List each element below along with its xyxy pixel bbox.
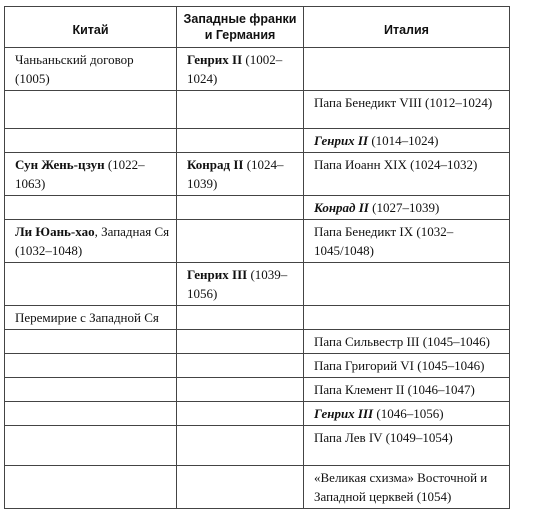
cell-italy (304, 263, 510, 306)
cell-text: Папа Лев IV (1049–1054) (314, 430, 453, 445)
cell-text: Папа Иоанн XIX (1024–1032) (314, 157, 478, 172)
cell-china (5, 48, 177, 91)
cell-text: Генрих II (187, 52, 243, 67)
cell-italy (304, 354, 510, 378)
cell-text: (1039–1056) (187, 267, 288, 301)
cell-china (5, 426, 177, 466)
table-row (5, 426, 510, 466)
cell-text: (1022–1063) (15, 157, 145, 191)
cell-text: Папа Бенедикт VIII (1012–1024) (314, 95, 493, 110)
cell-italy (304, 330, 510, 354)
header-italy: Италия (304, 7, 510, 48)
cell-italy (304, 220, 510, 263)
table-row (5, 129, 510, 153)
table-body (5, 48, 510, 509)
cell-text: , Западная Ся (1032–1048) (15, 224, 170, 258)
cell-italy (304, 426, 510, 466)
table-row (5, 196, 510, 220)
cell-italy (304, 466, 510, 509)
cell-west (177, 91, 304, 129)
cell-text: Генрих III (314, 406, 374, 421)
cell-text: Чаньаньский договор (1005) (15, 52, 134, 86)
table-row (5, 330, 510, 354)
cell-italy (304, 48, 510, 91)
cell-text: «Великая схизма» Восточной и Западной церквей (1054) (314, 470, 488, 504)
cell-west (177, 306, 304, 330)
cell-west (177, 196, 304, 220)
cell-text: Папа Сильвестр III (1045–1046) (314, 334, 490, 349)
cell-text: Генрих II (314, 133, 369, 148)
header-row (5, 7, 510, 48)
cell-text: Перемирие с Западной Ся (15, 310, 159, 325)
cell-text: Папа Бенедикт IX (1032–1045/1048) (314, 224, 454, 258)
cell-china (5, 153, 177, 196)
cell-italy (304, 91, 510, 129)
cell-china (5, 354, 177, 378)
cell-text: (1046–1056) (373, 406, 444, 421)
chronology-table (4, 6, 510, 509)
cell-china (5, 220, 177, 263)
table-row (5, 466, 510, 509)
table-row (5, 306, 510, 330)
cell-china (5, 263, 177, 306)
table-row (5, 378, 510, 402)
cell-text: Конрад II (314, 200, 369, 215)
cell-text: (1014–1024) (368, 133, 439, 148)
cell-west (177, 153, 304, 196)
cell-west (177, 354, 304, 378)
cell-china (5, 330, 177, 354)
cell-west (177, 426, 304, 466)
cell-text: Папа Григорий VI (1045–1046) (314, 358, 485, 373)
cell-text: (1027–1039) (368, 200, 440, 215)
cell-west (177, 263, 304, 306)
cell-china (5, 306, 177, 330)
table-row (5, 48, 510, 91)
cell-west (177, 220, 304, 263)
cell-italy (304, 306, 510, 330)
cell-text: Сун Жень-цзун (15, 157, 105, 172)
cell-west (177, 48, 304, 91)
cell-china (5, 402, 177, 426)
table-row (5, 354, 510, 378)
table-row (5, 220, 510, 263)
cell-china (5, 466, 177, 509)
cell-west (177, 129, 304, 153)
header-west-franks-germany: Западные франки и Германия (177, 7, 304, 48)
cell-west (177, 466, 304, 509)
cell-china (5, 129, 177, 153)
cell-italy (304, 196, 510, 220)
cell-china (5, 91, 177, 129)
cell-china (5, 378, 177, 402)
cell-text: Ли Юань-хао (15, 224, 95, 239)
table-row (5, 91, 510, 129)
cell-text: Генрих III (187, 267, 248, 282)
cell-italy (304, 153, 510, 196)
table-row (5, 402, 510, 426)
cell-italy (304, 129, 510, 153)
cell-italy (304, 402, 510, 426)
cell-italy (304, 378, 510, 402)
cell-west (177, 330, 304, 354)
cell-text: Конрад II (187, 157, 244, 172)
cell-west (177, 378, 304, 402)
cell-text: Папа Клемент II (1046–1047) (314, 382, 475, 397)
cell-west (177, 402, 304, 426)
cell-text: (1002–1024) (187, 52, 283, 86)
cell-text: (1024–1039) (187, 157, 284, 191)
table-row (5, 153, 510, 196)
cell-china (5, 196, 177, 220)
header-china: Китай (5, 7, 177, 48)
table-row (5, 263, 510, 306)
